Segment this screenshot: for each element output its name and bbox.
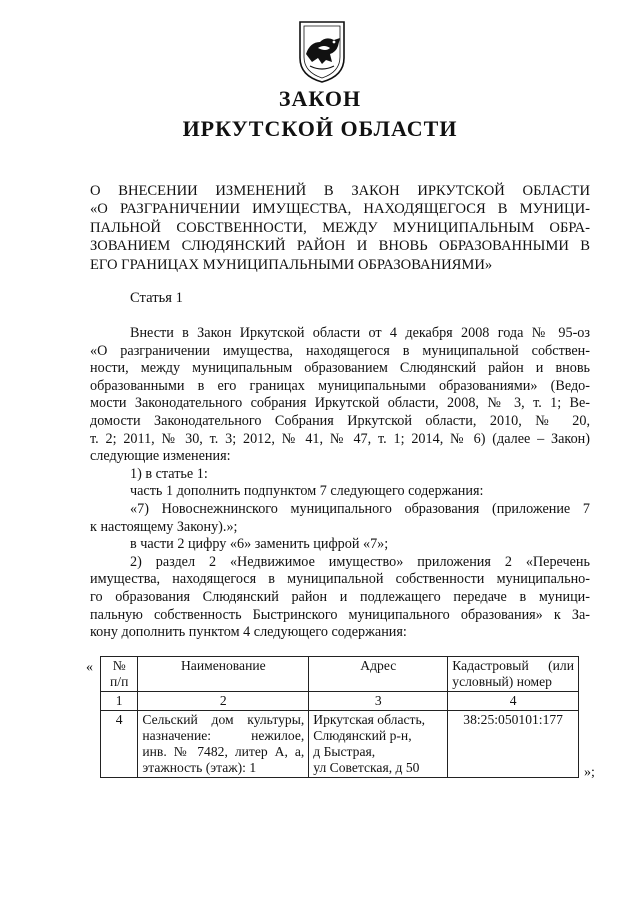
document-issuer: ИРКУТСКОЙ ОБЛАСТИ [182,116,458,141]
law-subject [90,182,590,274]
body-line: «7) Новоснежнинского муниципального образования (приложение 7 [130,500,590,517]
header-num-line: № [112,658,126,673]
body-line: пальную собственность Быстринского муниципального образования» к За- [90,606,590,623]
row-name-line: этажность (этаж): 1 [142,760,257,775]
body-line: часть 1 дополнить подпунктом 7 следующего содержания: [130,483,484,500]
property-table [100,656,579,778]
index-cell: 4 [448,692,579,711]
header-num-line: п/п [110,674,129,689]
row-address-line: Иркутская область, [313,712,426,727]
header-name: Наименование [138,657,309,692]
row-address-line: д Быстрая, [313,744,376,759]
row-name [138,711,309,778]
subject-line: ПАЛЬНОЙ СОБСТВЕННОСТИ, МЕЖДУ МУНИЦИПАЛЬНЫМ ОБРА- [90,219,590,236]
table-row [101,711,579,778]
article-heading: Статья 1 [130,290,183,306]
body-line: следующие изменения: [90,448,231,465]
body-line: имущества, находящегося в муниципальной собственности муниципально- [90,571,590,588]
body-line: Внести в Закон Иркутской области от 4 декабря 2008 года № 95-оз [130,325,590,341]
body-line: к настоящему Закону).»; [90,518,238,535]
body-line: мости Законодательного собрания Иркутской области, 2008, № 3, т. 1; Ве- [90,395,590,412]
header-cadastral [448,657,579,692]
table-open-quote: « [86,660,93,675]
header-address: Адрес [309,657,448,692]
body-line: «О разграничении имущества, находящегося в муниципальной собствен- [90,342,590,359]
header-num [101,657,138,692]
body-line: домости Законодательного Собрания Иркутской области, 2010, № 20, [90,412,590,429]
index-cell: 1 [101,692,138,711]
body-line: го образования Слюдянский район и подлежащего передаче в муници- [90,588,590,605]
subject-line: ЕГО ГРАНИЦАХ МУНИЦИПАЛЬНЫМИ ОБРАЗОВАНИЯМИ» [90,256,493,273]
body-line: 1) в статье 1: [130,465,208,482]
body-line: в части 2 цифру «6» заменить цифрой «7»; [130,536,389,553]
row-address-line: ул Советская, д 50 [313,760,420,775]
table-header-row [101,657,579,692]
body-line: образованными в его границах муниципальными образованиями» (Ведо- [90,377,590,394]
document-title: ЗАКОН [278,86,362,111]
body-line: ности, между муниципальным образованием Слюдянский район и вновь [90,360,590,377]
header-cadastral-line: условный) номер [452,674,552,689]
subject-line: О ВНЕСЕНИИ ИЗМЕНЕНИЙ В ЗАКОН ИРКУТСКОЙ ОБЛАСТИ [90,183,590,199]
header-cadastral-line: Кадастровый (или [452,658,574,673]
row-name-line: Сельский дом культуры, [142,712,305,727]
row-address [309,711,448,778]
irkutsk-coat-of-arms-icon [296,18,348,84]
body-line: 2) раздел 2 «Недвижимое имущество» приложения 2 «Перечень [130,553,590,570]
row-cadastral: 38:25:050101:177 [448,711,579,778]
subject-line: ЗОВАНИЕМ СЛЮДЯНСКИЙ РАЙОН И ВНОВЬ ОБРАЗОВАННЫМИ В [90,238,590,255]
table-index-row [101,692,579,711]
article-body [90,325,590,642]
row-num: 4 [101,711,138,778]
body-line: т. 2; 2011, № 30, т. 3; 2012, № 41, № 47, т. 1; 2014, № 6) (далее – Закон) [90,430,590,447]
subject-line: «О РАЗГРАНИЧЕНИИ ИМУЩЕСТВА, НАХОДЯЩЕГОСЯ В МУНИЦИ- [90,201,590,218]
row-address-line: Слюдянский р-н, [313,728,412,743]
index-cell: 3 [309,692,448,711]
index-cell: 2 [138,692,309,711]
table-close-quote: »; [584,765,595,780]
row-name-line: назначение: нежилое, [142,728,305,743]
body-line: кону дополнить пунктом 4 следующего содержания: [90,624,407,641]
row-name-line: инв. № 7482, литер А, а, [142,744,305,759]
